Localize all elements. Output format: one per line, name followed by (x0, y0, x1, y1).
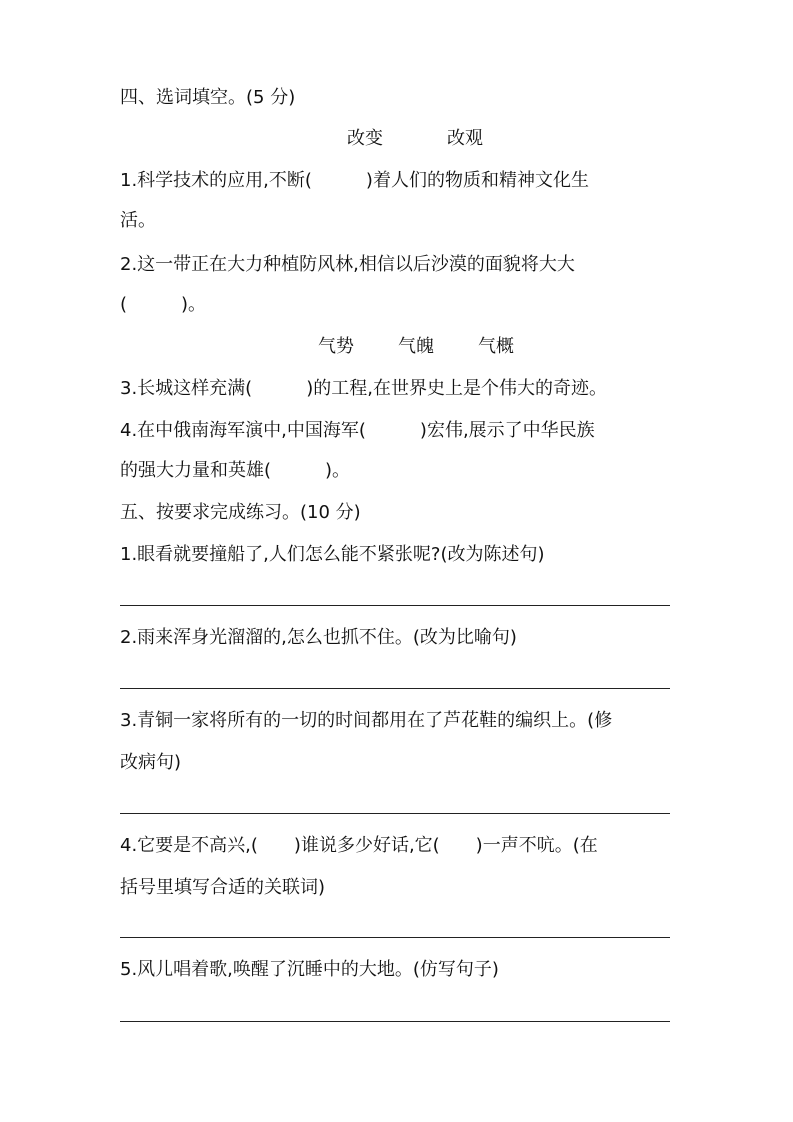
word-option: 气魄 (398, 336, 434, 357)
s5-question-4-line-2: 括号里填写合适的关联词) (120, 877, 326, 898)
s5-question-3-line-1: 3.青铜一家将所有的一切的时间都用在了芦花鞋的编织上。(修 (120, 710, 613, 731)
s4-question-4-line-2: 的强大力量和英雄( )。 (120, 460, 351, 481)
s5-question-3-line-2: 改病句) (120, 752, 182, 773)
answer-line (120, 813, 670, 814)
s4-question-2-line-2: ( )。 (120, 294, 207, 315)
s4-question-3: 3.长城这样充满( )的工程,在世界史上是个伟大的奇迹。 (120, 378, 607, 399)
word-option: 气概 (478, 336, 514, 357)
word-option: 改观 (447, 128, 483, 149)
section5-heading: 五、按要求完成练习。(10 分) (120, 502, 361, 523)
answer-line (120, 688, 670, 689)
s4-question-1-line-2: 活。 (120, 210, 156, 231)
answer-line (120, 1021, 670, 1022)
s5-question-4-line-1: 4.它要是不高兴,( )谁说多少好话,它( )一声不吭。(在 (120, 835, 598, 856)
s4-question-4-line-1: 4.在中俄南海军演中,中国海军( )宏伟,展示了中华民族 (120, 420, 595, 441)
s5-question-2: 2.雨来浑身光溜溜的,怎么也抓不住。(改为比喻句) (120, 627, 517, 648)
s5-question-1: 1.眼看就要撞船了,人们怎么能不紧张呢?(改为陈述句) (120, 544, 545, 565)
section4-heading: 四、选词填空。(5 分) (120, 87, 296, 108)
answer-line (120, 605, 670, 606)
s4-question-1-line-1: 1.科学技术的应用,不断( )着人们的物质和精神文化生 (120, 170, 589, 191)
answer-line (120, 937, 670, 938)
s4-question-2-line-1: 2.这一带正在大力种植防风林,相信以后沙漠的面貌将大大 (120, 254, 575, 275)
word-option: 气势 (318, 336, 354, 357)
s5-question-5: 5.风儿唱着歌,唤醒了沉睡中的大地。(仿写句子) (120, 959, 499, 980)
word-option: 改变 (347, 128, 383, 149)
